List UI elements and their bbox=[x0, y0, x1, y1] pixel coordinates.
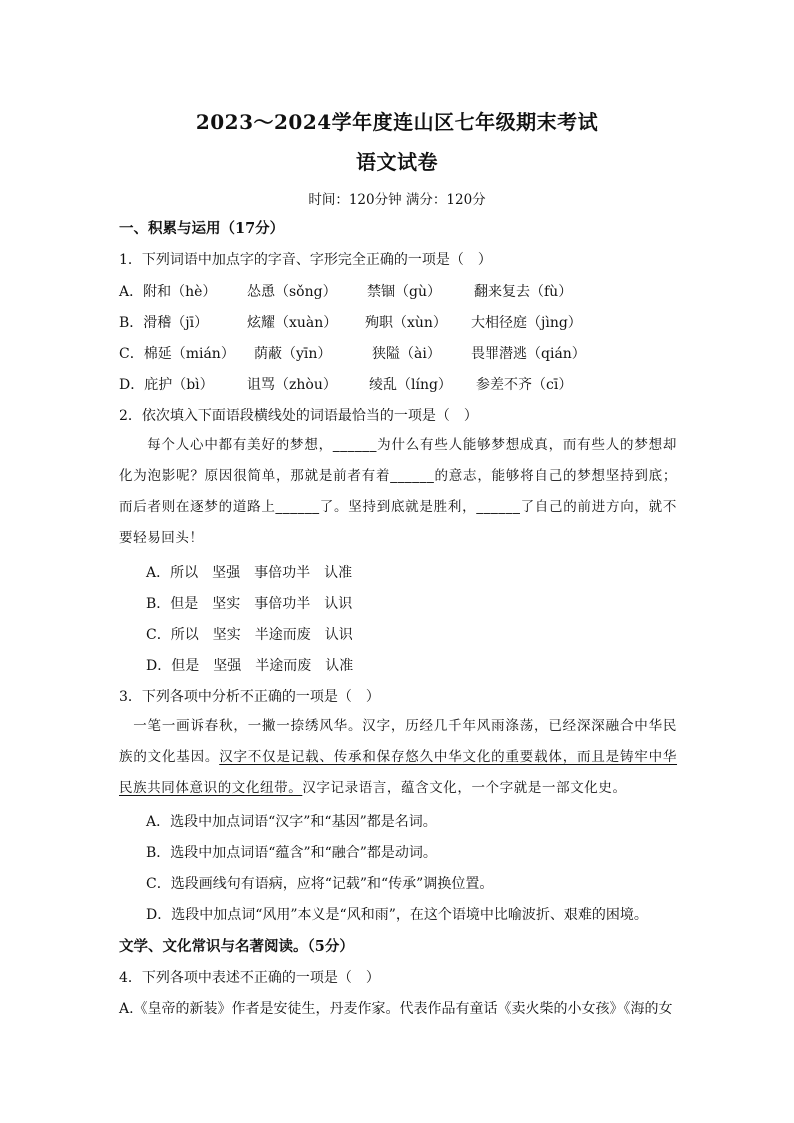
q1-a-word-4: 翻来复去（fù） bbox=[474, 284, 573, 300]
q3-option-c: C．选段画线句有语病，应将“记载”和“传承”调换位置。 bbox=[146, 876, 494, 892]
q3-option-b: B．选段中加点词语“蕴含”和“融合”都是动词。 bbox=[146, 845, 437, 861]
question-2-stem: 2．依次填入下面语段横线处的词语最恰当的一项是（ ） bbox=[119, 408, 478, 424]
q4-option-a: A.《皇帝的新装》作者是安徒生，丹麦作家。代表作品有童话《卖火柴的小女孩》《海的女 bbox=[119, 1001, 673, 1017]
q1-d-word-2: 诅骂（zhòu） bbox=[247, 377, 337, 393]
q2-passage bbox=[119, 430, 677, 554]
section-heading-1: 一、积累与运用（17分） bbox=[119, 220, 285, 237]
q2-option-c: C．所以 坚实 半途而废 认识 bbox=[146, 627, 353, 643]
q1-b-word-1: B．滑稽（jī） bbox=[119, 315, 209, 331]
q1-c-word-2: 荫蔽（yīn） bbox=[254, 346, 332, 362]
question-3-stem: 3．下列各项中分析不正确的一项是（ ） bbox=[119, 689, 380, 705]
section-heading-2: 文学、文化常识与名著阅读。（5分） bbox=[119, 938, 354, 955]
q1-a-word-2: 怂恿（sǒng） bbox=[247, 284, 337, 300]
question-1-stem: 1．下列词语中加点字的字音、字形完全正确的一项是（ ） bbox=[119, 252, 492, 268]
q2-option-d: D．但是 坚强 半途而废 认准 bbox=[146, 658, 354, 674]
q1-b-word-3: 殉职（xùn） bbox=[365, 315, 447, 331]
exam-subtitle: 语文试卷 bbox=[356, 150, 438, 174]
q1-a-word-1: A．附和（hè） bbox=[119, 284, 217, 300]
q3-passage-part-3: 汉字记录语言，蕴含文化，一个字就是一部文化史。 bbox=[302, 780, 627, 796]
q1-c-word-4: 畏罪潜逃（qián） bbox=[471, 346, 586, 362]
exam-title: 2023～2024学年度连山区七年级期末考试 bbox=[195, 110, 599, 134]
q1-d-word-1: D．庇护（bì） bbox=[119, 377, 214, 393]
q1-a-word-3: 禁锢（gù） bbox=[367, 284, 441, 300]
q1-c-word-3: 狭隘（ài） bbox=[372, 346, 441, 362]
q3-option-d: D．选段中加点词“风用”本义是“风和雨”，在这个语境中比喻波折、艰难的困境。 bbox=[146, 907, 648, 923]
question-4-stem: 4．下列各项中表述不正确的一项是（ ） bbox=[119, 970, 380, 986]
q2-passage-text: 每个人心中都有美好的梦想，______为什么有些人能够梦想成真，而有些人的梦想却化为泡影呢？原因很简单，那就是前者有着______的意志，能够将自己的梦想坚持到底；而后者则在逐梦的道路上______了。坚持到底就是胜利，______了自己的前进方向，就不要轻易回头！ bbox=[119, 437, 677, 546]
q1-b-word-2: 炫耀（xuàn） bbox=[247, 315, 338, 331]
q3-underlined-sentence: 汉字不仅是记载、传承和保存悠久中华文化的重要载体，而且是铸牢中华民族共同体意识的文化纽带。 bbox=[119, 749, 678, 796]
q1-d-word-4: 参差不齐（cī） bbox=[476, 377, 573, 393]
q1-b-word-4: 大相径庭（jìng） bbox=[471, 315, 582, 331]
q1-c-word-1: C．棉延（mián） bbox=[119, 346, 235, 362]
exam-meta: 时间：120分钟 满分：120分 bbox=[308, 192, 486, 208]
q2-option-b: B．但是 坚实 事倍功半 认识 bbox=[146, 596, 353, 612]
q2-option-a: A．所以 坚强 事倍功半 认准 bbox=[146, 565, 353, 581]
q3-passage bbox=[119, 711, 677, 804]
q1-d-word-3: 绫乱（líng） bbox=[369, 377, 452, 393]
q3-passage-part-1: 一笔一画诉春秋，一撇一捺绣风华。汉字，历经几千年风雨涤荡，已经深深融合中华民族的文化基因。 bbox=[119, 718, 677, 765]
q3-option-a: A．选段中加点词语“汉字”和“基因”都是名词。 bbox=[146, 814, 437, 830]
